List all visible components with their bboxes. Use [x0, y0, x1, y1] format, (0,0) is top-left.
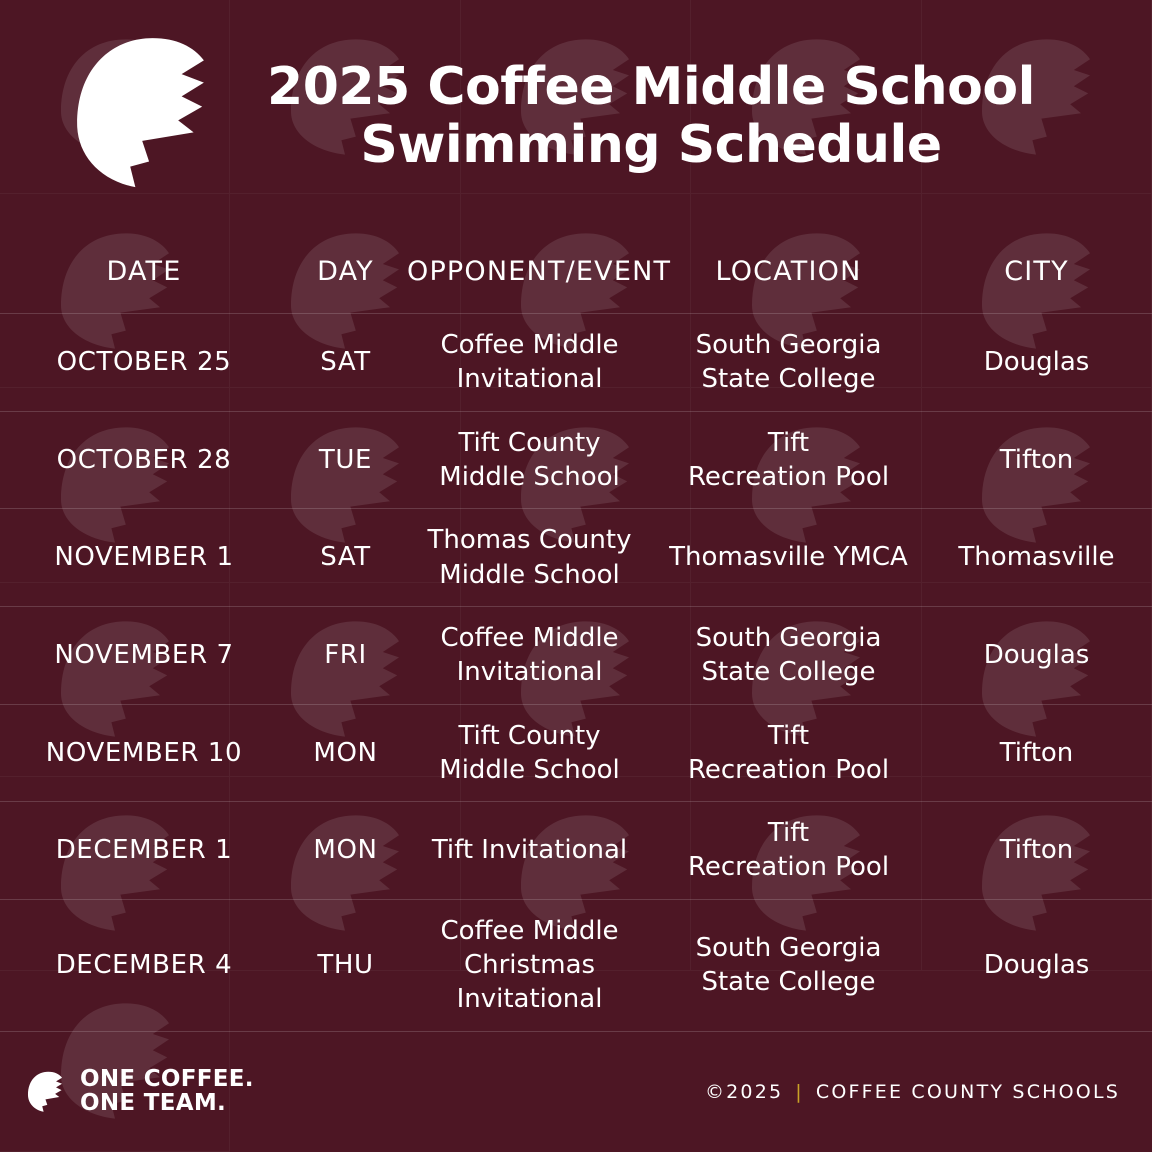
cell-day: SAT: [288, 314, 403, 412]
opponent-line: Coffee Middle: [440, 622, 619, 653]
opponent-line: Invitational: [456, 657, 603, 688]
cell-day: MON: [288, 802, 403, 900]
title-line-1: 2025 Coffee Middle School: [267, 56, 1035, 117]
table-row: [0, 899, 1152, 1031]
location-line: Tift: [767, 818, 810, 849]
cell-day: MON: [288, 704, 403, 802]
location-line: Recreation Pool: [687, 852, 890, 883]
opponent-line: Tift Invitational: [431, 835, 628, 866]
cell-city: Douglas: [921, 314, 1152, 412]
cell-location: [656, 606, 921, 704]
cell-date: OCTOBER 28: [0, 411, 288, 509]
location-line: State College: [701, 657, 876, 688]
opponent-line: Tift County: [458, 427, 601, 458]
cell-day: FRI: [288, 606, 403, 704]
opponent-line: Middle School: [439, 754, 620, 785]
organization-name: COFFEE COUNTY SCHOOLS: [815, 1081, 1120, 1103]
cell-location: [656, 899, 921, 1031]
opponent-line: Middle School: [439, 559, 620, 590]
cell-date: NOVEMBER 7: [0, 606, 288, 704]
cell-opponent: [403, 314, 656, 412]
opponent-line: Coffee Middle: [440, 330, 619, 360]
footer-copyright: [705, 1081, 1120, 1103]
cell-opponent: [403, 606, 656, 704]
table-row: [0, 606, 1152, 704]
cell-day: THU: [288, 899, 403, 1031]
location-line: South Georgia: [695, 622, 882, 653]
table-header-row: [0, 246, 1152, 314]
poster-title: [230, 58, 1112, 174]
cell-date: NOVEMBER 10: [0, 704, 288, 802]
footer-brand: [22, 1066, 254, 1118]
poster-footer: [0, 1044, 1152, 1152]
opponent-line: Invitational: [456, 364, 603, 395]
footer-slogan: [80, 1068, 254, 1116]
location-line: Recreation Pool: [687, 754, 890, 785]
cell-opponent: [403, 899, 656, 1031]
cell-day: TUE: [288, 411, 403, 509]
cell-date: DECEMBER 1: [0, 802, 288, 900]
location-line: Tift: [767, 720, 810, 751]
cell-city: Tifton: [921, 704, 1152, 802]
table-row: [0, 314, 1152, 412]
title-line-2: Swimming Schedule: [360, 115, 942, 175]
cell-location: [656, 314, 921, 412]
cell-location: [656, 802, 921, 900]
cell-date: NOVEMBER 1: [0, 509, 288, 607]
cell-city: Tifton: [921, 411, 1152, 509]
location-line: South Georgia: [695, 932, 882, 963]
copyright-year: ©2025: [704, 1081, 784, 1103]
spartan-helmet-icon: [22, 1066, 68, 1118]
cell-city: Tifton: [921, 802, 1152, 900]
column-header-date: DATE: [106, 256, 182, 287]
location-line: State College: [701, 967, 876, 998]
location-line: South Georgia: [695, 330, 882, 360]
cell-date: DECEMBER 4: [0, 899, 288, 1031]
cell-opponent: [403, 802, 656, 900]
slogan-line-1: ONE COFFEE.: [80, 1066, 254, 1093]
column-header-location: LOCATION: [715, 256, 862, 287]
cell-city: Thomasville: [921, 509, 1152, 607]
location-line: Thomasville YMCA: [669, 542, 908, 573]
cell-location: [656, 509, 921, 607]
spartan-helmet-icon: [50, 18, 230, 208]
opponent-line: Invitational: [456, 984, 603, 1015]
cell-location: [656, 704, 921, 802]
column-header-city: CITY: [1004, 256, 1069, 287]
copyright-separator: |: [795, 1081, 804, 1103]
opponent-line: Tift County: [458, 720, 601, 751]
cell-day: SAT: [288, 509, 403, 607]
cell-city: Douglas: [921, 606, 1152, 704]
table-row: [0, 509, 1152, 607]
cell-opponent: [403, 509, 656, 607]
opponent-line: Thomas County: [427, 525, 632, 556]
location-line: Tift: [767, 427, 810, 458]
opponent-line: Coffee Middle: [440, 915, 619, 946]
table-row: [0, 704, 1152, 802]
location-line: State College: [701, 364, 876, 395]
cell-location: [656, 411, 921, 509]
column-header-opponent: OPPONENT/EVENT: [407, 256, 672, 287]
table-row: [0, 411, 1152, 509]
slogan-line-2: ONE TEAM.: [80, 1090, 227, 1116]
cell-opponent: [403, 411, 656, 509]
cell-city: Douglas: [921, 899, 1152, 1031]
opponent-line: Middle School: [439, 461, 620, 492]
cell-opponent: [403, 704, 656, 802]
location-line: Recreation Pool: [687, 461, 890, 492]
table-row: [0, 802, 1152, 900]
cell-date: OCTOBER 25: [0, 314, 288, 412]
column-header-day: DAY: [317, 256, 374, 287]
opponent-line: Christmas: [463, 950, 596, 981]
schedule-table: [0, 246, 1152, 1032]
poster-header: [0, 0, 1152, 232]
